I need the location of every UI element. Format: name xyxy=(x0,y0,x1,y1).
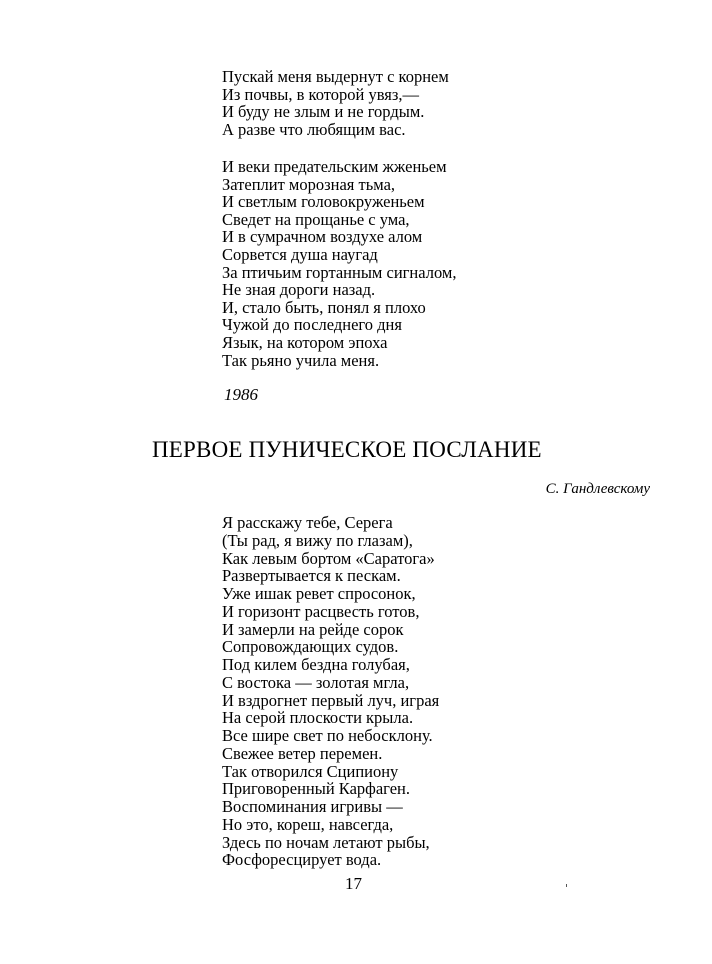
stanza-3 xyxy=(222,514,439,869)
stanza-1 xyxy=(222,68,449,138)
verse-line: Здесь по ночам летают рыбы, xyxy=(222,832,430,852)
verse-line: Язык, на котором эпоха xyxy=(222,332,388,352)
verse-line: Воспоминания игривы — xyxy=(222,797,403,816)
verse-line: И веки предательским жженьем xyxy=(222,157,447,176)
verse-line: Я расскажу тебе, Серега xyxy=(222,513,393,532)
verse-line: Сведет на прощанье с ума, xyxy=(222,209,410,229)
verse-line: На серой плоскости крыла. xyxy=(222,708,414,728)
verse-line: Но это, кореш, навсегда, xyxy=(222,814,394,834)
verse-line: И замерли на рейде сорок xyxy=(222,619,404,639)
poem-title: ПЕРВОЕ ПУНИЧЕСКОЕ ПОСЛАНИЕ xyxy=(152,437,542,462)
verse-line: Так отворился Сципиону xyxy=(222,761,399,781)
verse-line: И светлым головокруженьем xyxy=(222,192,425,212)
verse-line: И вздрогнет первый луч, играя xyxy=(222,690,440,710)
verse-line: За птичьим гортанным сигналом, xyxy=(222,262,457,282)
verse-line: Из почвы, в которой увяз,— xyxy=(222,84,420,104)
verse-line: Под килем бездна голубая, xyxy=(222,655,410,674)
verse-line: Все шире свет по небосклону. xyxy=(222,726,433,745)
verse-line: Развертывается к пескам. xyxy=(222,566,401,586)
verse-line: Свежее ветер перемен. xyxy=(222,743,383,763)
verse-line: (Ты рад, я вижу по глазам), xyxy=(222,530,413,550)
verse-line: Сопровождающих судов. xyxy=(222,637,399,657)
verse-line: Уже ишак ревет спросонок, xyxy=(222,584,416,603)
verse-line: Чужой до последнего дня xyxy=(222,315,402,335)
verse-line: Как левым бортом «Саратога» xyxy=(222,548,435,568)
verse-line: Затеплит морозная тьма, xyxy=(222,174,396,194)
verse-line: Приговоренный Карфаген. xyxy=(222,779,411,799)
print-speck xyxy=(566,884,567,887)
page-number: 17 xyxy=(345,874,362,893)
verse-line: И, стало быть, понял я плохо xyxy=(222,297,426,317)
verse-line: И в сумрачном воздухе алом xyxy=(222,227,423,247)
verse-line: Фосфоресцирует вода. xyxy=(222,850,382,870)
verse-line: Так рьяно учила меня. xyxy=(222,350,380,370)
verse-line: Не зная дороги назад. xyxy=(222,280,376,300)
verse-line: И горизонт расцвесть готов, xyxy=(222,601,420,621)
verse-line: Пускай меня выдернут с корнем xyxy=(222,67,449,86)
poem-year: 1986 xyxy=(224,385,258,404)
dedication: С. Гандлевскому xyxy=(545,481,650,497)
verse-line: И буду не злым и не гордым. xyxy=(222,102,425,122)
verse-line: А разве что любящим вас. xyxy=(222,119,406,139)
verse-line: Сорвется душа наугад xyxy=(222,244,378,264)
verse-line: С востока — золотая мгла, xyxy=(222,672,410,692)
stanza-2 xyxy=(222,158,456,369)
